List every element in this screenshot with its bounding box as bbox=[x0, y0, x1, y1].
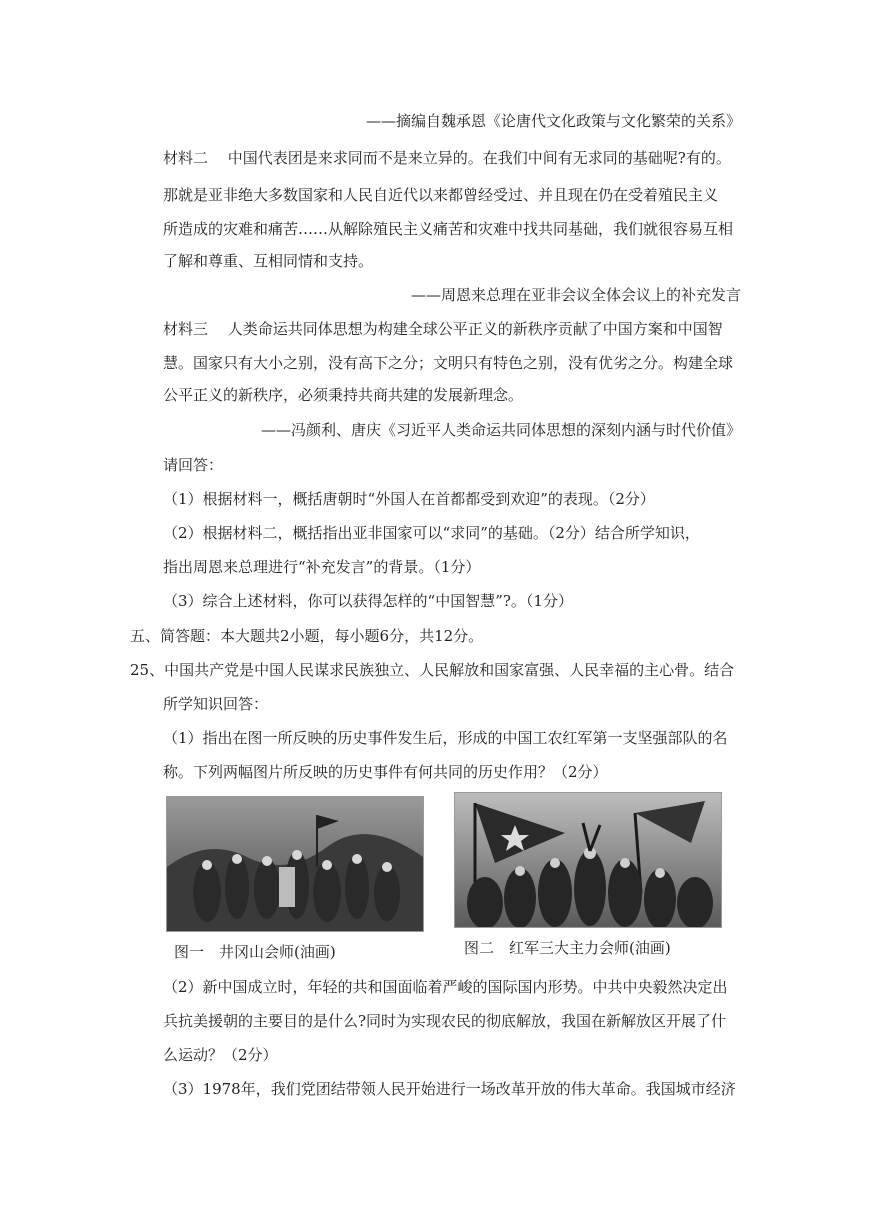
question-25-2-line1: （2）新中国成立时，年轻的共和国面临着严峻的国际国内形势。中共中央毅然决定出 bbox=[163, 978, 728, 996]
question-25-line2: 所学知识回答： bbox=[163, 695, 269, 713]
material2-line4: 了解和尊重、互相同情和支持。 bbox=[163, 252, 374, 270]
material3-line3: 公平正义的新秩序，必须秉持共商共建的发展新理念。 bbox=[163, 386, 524, 404]
material1-source: ——摘编自魏承恩《论唐代文化政策与文化繁荣的关系》 bbox=[365, 112, 741, 130]
question-25-3-line1: （3）1978年，我们党团结带领人民开始进行一场改革开放的伟大革命。我国城市经济 bbox=[163, 1080, 736, 1098]
material3-line2: 慧。国家只有大小之别，没有高下之分；文明只有特色之别，没有优劣之分。构建全球 bbox=[163, 354, 734, 372]
question-25-2-line3: 么运动？（2分） bbox=[163, 1046, 278, 1064]
question-3: （3）综合上述材料，你可以获得怎样的“中国智慧”?。（1分） bbox=[163, 592, 573, 610]
question-2-line2: 指出周恩来总理进行“补充发言”的背景。（1分） bbox=[163, 558, 481, 576]
material2-source: ——周恩来总理在亚非会议全体会议上的补充发言 bbox=[410, 286, 741, 304]
material2-line3: 所造成的灾难和痛苦……从解除殖民主义痛苦和灾难中找共同基础，我们就很容易互相 bbox=[163, 220, 734, 238]
figure-2-painting bbox=[454, 792, 722, 928]
question-25-1-line2: 称。下列两幅图片所反映的历史事件有何共同的历史作用？（2分） bbox=[163, 763, 608, 781]
figure-1-caption: 图一 井冈山会师(油画) bbox=[174, 943, 336, 961]
question-2-line1: （2）根据材料二，概括指出亚非国家可以“求同”的基础。（2分）结合所学知识， bbox=[163, 524, 700, 542]
material3-source: ——冯颜利、唐庆《习近平人类命运共同体思想的深刻内涵与时代价值》 bbox=[260, 421, 741, 439]
section-5-heading: 五、简答题：本大题共2小题，每小题6分，共12分。 bbox=[130, 627, 484, 645]
figure-1-painting bbox=[166, 796, 424, 932]
figure-2-caption: 图二 红军三大主力会师(油画) bbox=[464, 939, 671, 957]
question-25-line1: 25、中国共产党是中国人民谋求民族独立、人民解放和国家富强、人民幸福的主心骨。结合 bbox=[130, 661, 735, 679]
material2-line1: 材料二 中国代表团是来求同而不是来立异的。在我们中间有无求同的基础呢?有的。 bbox=[163, 149, 731, 167]
answer-prompt: 请回答： bbox=[163, 456, 224, 474]
question-25-1-line1: （1）指出在图一所反映的历史事件发生后，形成的中国工农红军第一支坚强部队的名 bbox=[163, 729, 728, 747]
material3-line1: 材料三 人类命运共同体思想为构建全球公平正义的新秩序贡献了中国方案和中国智 bbox=[163, 320, 723, 338]
question-1: （1）根据材料一，概括唐朝时“外国人在首都都受到欢迎”的表现。（2分） bbox=[163, 490, 655, 508]
question-25-2-line2: 兵抗美援朝的主要目的是什么?同时为实现农民的彻底解放，我国在新解放区开展了什 bbox=[163, 1012, 727, 1030]
material2-line2: 那就是亚非绝大多数国家和人民自近代以来都曾经受过、并且现在仍在受着殖民主义 bbox=[163, 186, 719, 204]
